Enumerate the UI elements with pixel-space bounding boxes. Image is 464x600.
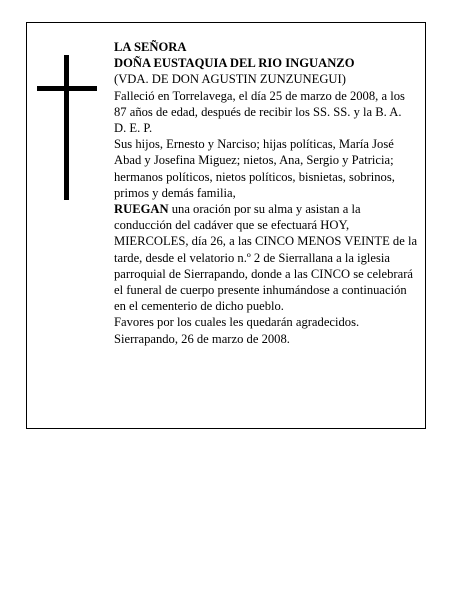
death-paragraph: Falleció en Torrelavega, el día 25 de marzo de 2008, a los 87 años de edad, después de recibir los SS. SS. y la B. A. — [114, 88, 405, 119]
thanks-line: Favores por los cuales les quedarán agradecidos. — [114, 315, 360, 330]
deceased-name: DOÑA EUSTAQUIA DEL RIO INGUANZO — [114, 56, 355, 71]
cross-horizontal-bar — [37, 86, 97, 91]
place-date-line: Sierrapando, 26 de marzo de 2008. — [114, 331, 290, 346]
cross-vertical-bar — [64, 55, 69, 200]
request-paragraph — [114, 201, 420, 314]
family-paragraph: Sus hijos, Ernesto y Narciso; hijas políticas, María José Abad y Josefina Miguez; nietos, Ana, Sergio y Patricia; hermanos políticos, nietos políticos, bisnietas, sobrinos, primos y demás familia, — [114, 137, 395, 200]
request-verb: RUEGAN — [114, 202, 169, 217]
obituary-text — [114, 39, 420, 347]
obituary-notice — [26, 22, 426, 429]
rip-line: D. E. P. — [114, 121, 153, 136]
request-details: una oración por su alma y asistan a la conducción del cadáver que se efectuará HOY, MIERCOLES, día 26, a las CINCO MENOS VEINTE de la tarde, desde el velatorio n.º 2 de Sierrallana a la iglesia parroquial de Sierrapando, donde a las CINCO se celebrará el funeral de cuerpo presente inhumándose a continuación en el cementerio de dicho pueblo. — [114, 202, 418, 314]
notice-title: LA SEÑORA — [114, 40, 187, 54]
widow-of-line: (VDA. DE DON AGUSTIN ZUNZUNEGUI) — [114, 72, 346, 87]
cross-icon — [37, 55, 97, 200]
